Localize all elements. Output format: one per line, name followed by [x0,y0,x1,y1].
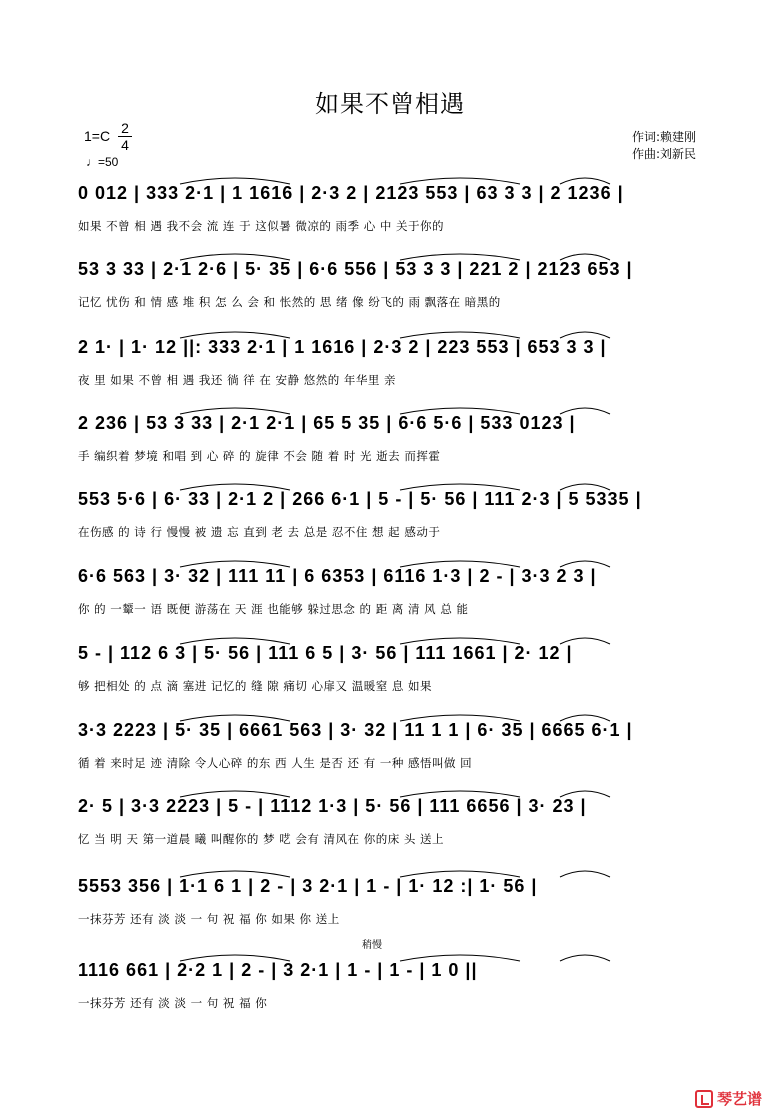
lyrics-line: 手 编织着 梦境 和唱 到 心 碎 的 旋律 不会 随 着 时 光 逝去 而挥霍 [78,449,441,463]
slur-marks [0,785,780,805]
tempo-rit-mark: 稍慢 [362,940,382,951]
slur-arc [560,254,610,260]
lyrics-line: 在伤感 的 诗 行 慢慢 被 遗 忘 直到 老 去 总是 忍不住 想 起 感动于 [78,525,441,539]
time-signature-top: 2 [121,120,129,136]
slur-arc [180,715,290,721]
notation-line: 5553 356 | 1·1 6 1 | 2 - | 3 2·1 | 1 - | 1· 12 :| 1· 56 | [78,876,538,896]
composer-credit: 作曲:刘新民 [632,147,697,161]
slur-arc [560,561,610,567]
tempo-mark: ♩=50 [86,155,119,169]
slur-arc [400,791,520,797]
score-row [0,334,780,398]
song-title: 如果不曾相遇 [315,90,465,118]
slur-arc [400,715,520,721]
score-row [0,563,780,627]
slur-arc [400,561,520,567]
slur-arc [180,638,290,644]
lyrics-line: 如果 不曾 相 遇 我不会 流 连 于 这似暑 微凉的 雨季 心 中 关于你的 [78,219,445,233]
slur-marks [0,248,780,268]
slur-marks [0,709,780,729]
slur-arc [560,715,610,721]
slur-arc [560,638,610,644]
slur-arc [180,791,290,797]
slur-arc [560,484,610,490]
notation-line: 0 012 | 333 2·1 | 1 1616 | 2·3 2 | 2123 553 | 63 3 3 | 2 1236 | [78,183,624,203]
slur-marks [0,326,780,346]
lyrics-line: 夜 里 如果 不曾 相 遇 我还 徜 徉 在 安静 悠然的 年华里 亲 [78,373,397,387]
lyrics-line: 忆 当 明 天 第一道晨 曦 叫醒你的 梦 呓 会有 清风在 你的床 头 送上 [78,832,445,846]
notation-line: 2 236 | 53 3 33 | 2·1 2·1 | 65 5 35 | 6·6 5·6 | 533 0123 | [78,413,576,433]
slur-arc [180,332,290,338]
time-signature-bottom: 4 [121,137,129,153]
score-row [0,486,780,550]
slur-arc [180,871,290,877]
slur-marks [0,555,780,575]
slur-arc [180,561,290,567]
slur-arc [560,871,610,877]
notation-line: 3·3 2223 | 5· 35 | 6661 563 | 3· 32 | 11 1 1 | 6· 35 | 6665 6·1 | [78,720,633,740]
slur-arc [560,791,610,797]
score-row [0,957,780,1021]
time-signature [118,120,132,153]
notation-line: 5 - | 112 6 3 | 5· 56 | 111 6 5 | 3· 56 | 111 1661 | 2· 12 | [78,643,573,663]
slur-arc [400,254,520,260]
lyricist-credit: 作词:赖建刚 [632,130,697,144]
slur-arc [400,955,520,961]
notation-line: 1116 661 | 2·2 1 | 2 - | 3 2·1 | 1 - | 1 - | 1 0 || [78,960,478,980]
lyrics-line: 你 的 一颦一 语 既便 游荡在 天 涯 也能够 躲过思念 的 距 离 清 风 总 能 [78,602,469,616]
slur-marks [0,478,780,498]
lyrics-line: 记忆 忧伤 和 情 感 堆 积 怎 么 会 和 怅然的 思 绪 像 纷飞的 雨 飘落在 暗黑的 [78,295,501,309]
notation-line: 553 5·6 | 6· 33 | 2·1 2 | 266 6·1 | 5 - | 5· 56 | 111 2·3 | 5 5335 | [78,489,642,509]
slur-arc [180,178,290,184]
slur-arc [400,178,520,184]
slur-arc [560,408,610,414]
slur-arc [560,332,610,338]
lyrics-line: 够 把相处 的 点 滴 塞进 记忆的 缝 隙 痛切 心扉又 温暖窒 息 如果 [78,679,433,693]
score-row [0,410,780,474]
slur-arc [400,332,520,338]
lyrics-line: 循 着 来时足 迹 清除 令人心碎 的东 西 人生 是否 还 有 一种 感悟叫做 回 [78,756,473,770]
slur-arc [400,484,520,490]
site-logo [695,1088,762,1109]
slur-arc [400,638,520,644]
slur-marks [0,865,780,885]
slur-arc [560,178,610,184]
slur-marks [0,949,780,969]
notation-line: 53 3 33 | 2·1 2·6 | 5· 35 | 6·6 556 | 53 3 3 | 221 2 | 2123 653 | [78,259,633,279]
slur-arc [560,955,610,961]
score-row [0,793,780,857]
slur-arc [180,254,290,260]
lyrics-line: 一抹芬芳 还有 淡 淡 一 句 祝 福 你 [78,996,268,1010]
score-row [0,180,780,244]
slur-arc [180,408,290,414]
logo-icon [695,1090,713,1108]
score-row [0,256,780,320]
score-row [0,640,780,704]
slur-arc [180,955,290,961]
slur-arc [400,871,520,877]
lyrics-line: 一抹芬芳 还有 淡 淡 一 句 祝 福 你 如果 你 送上 [78,912,340,926]
slur-marks [0,172,780,192]
logo-text: 琴艺谱 [716,1090,762,1108]
slur-marks [0,632,780,652]
notation-line: 2· 5 | 3·3 2223 | 5 - | 1112 1·3 | 5· 56 | 111 6656 | 3· 23 | [78,796,587,816]
notation-line: 2 1· | 1· 12 ||: 333 2·1 | 1 1616 | 2·3 2 | 223 553 | 653 3 3 | [78,337,607,357]
slur-marks [0,402,780,422]
slur-arc [180,484,290,490]
key-signature: 1=C [84,128,111,144]
score-row [0,873,780,937]
score-row [0,717,780,781]
notation-line: 6·6 563 | 3· 32 | 111 11 | 6 6353 | 6116 1·3 | 2 - | 3·3 2 3 | [78,566,597,586]
slur-arc [400,408,520,414]
